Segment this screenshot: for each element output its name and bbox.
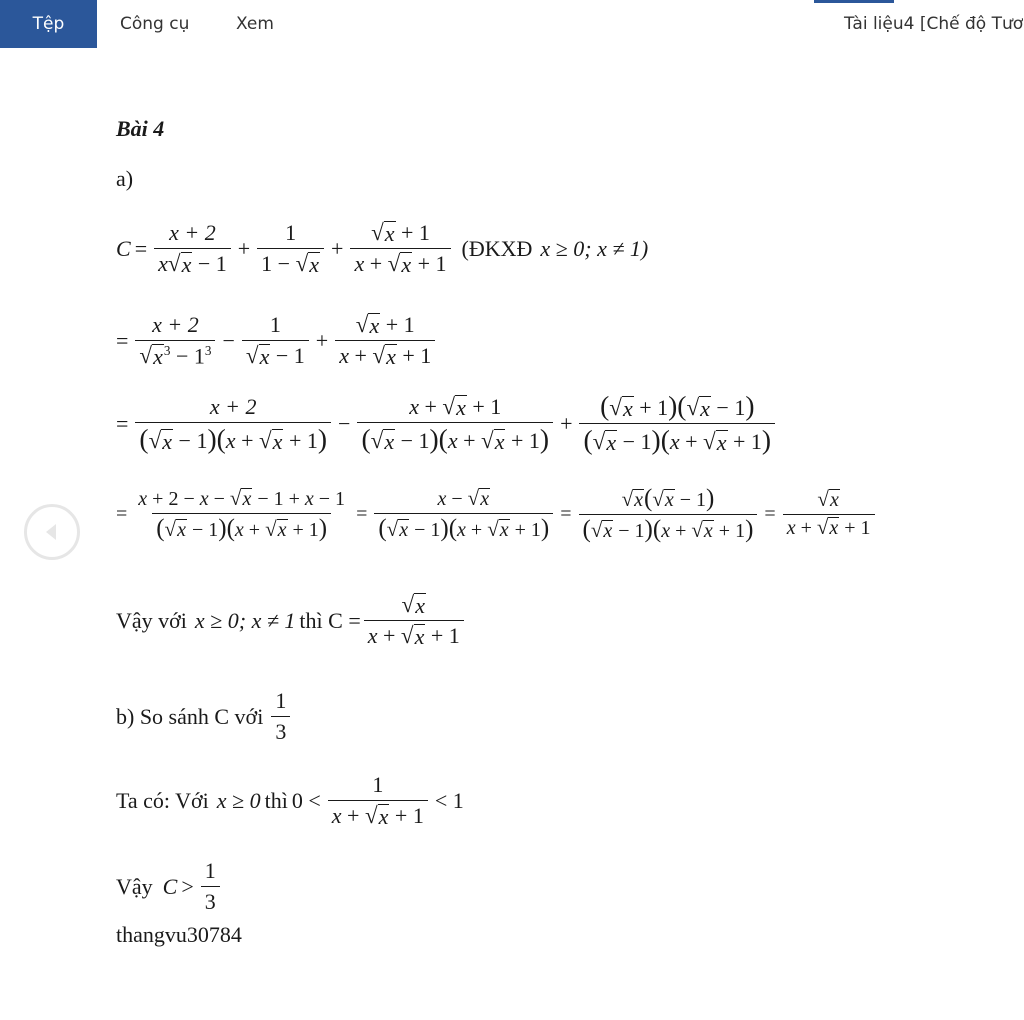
part-b-label: b) So sánh C với	[116, 703, 264, 729]
ta-co-label: Ta có: Với	[116, 787, 209, 813]
menu-bar	[0, 0, 1024, 48]
ta-co-line: Ta có: Với x ≥ 0 thì 0 < 1 x + √ x + 1 < 1	[116, 772, 464, 829]
condition-label: (ĐKXĐ	[461, 235, 533, 261]
then-word-2: thì	[264, 787, 288, 813]
conclusion-prefix: Vậy với	[116, 607, 187, 633]
file-tab[interactable]: Tệp	[0, 0, 97, 48]
document-title: Tài liệu4 [Chế độ Tươ	[844, 14, 1024, 34]
author-name: thangvu30784	[116, 922, 242, 947]
equation-line-4: = x + 2 − x − √ x − 1 + x − 1 ( √ x − 1)(x + √ x + 1) = x − √ x ( √ x − 1)(x + √ x + 1) = √ x ( √ x − 1) ( √ x − 1)(x + √ x + 1) = √ x x + √ x + 1	[116, 486, 878, 543]
part-a-label: a)	[116, 166, 134, 191]
tools-tab[interactable]: Công cụ	[120, 14, 190, 34]
conclusion-a: Vậy với x ≥ 0; x ≠ 1 thì C = √ x x + √ x + 1	[116, 592, 467, 649]
result-prefix: Vậy	[116, 873, 153, 899]
equation-line-1: C = x + 2 x √ x − 1 + 1 1 − √ x + √ x + 1 x + √ x + 1 (ĐKXĐ x ≥ 0; x ≠ 1)	[116, 219, 649, 277]
chevron-left-circle-icon	[41, 521, 63, 543]
then-word: thì C =	[299, 607, 361, 633]
title-accent-bar	[814, 0, 894, 3]
view-tab[interactable]: Xem	[236, 14, 274, 34]
previous-page-button[interactable]	[24, 504, 80, 560]
exercise-heading: Bài 4	[116, 116, 165, 141]
equation-line-2: = x + 2 √ x $^3 - 1^3$ − 1 √ x − 1 + √ x + 1 x + √ x + 1	[116, 312, 438, 369]
part-b-line: b) So sánh C với $\frac{1}{3}$	[116, 688, 293, 745]
result-line: Vậy C > $\frac{1}{3}$	[116, 858, 223, 915]
equation-line-3: = x + 2 ( √ x − 1)(x + √ x + 1) − x + √ x + 1 ( √ x − 1)(x + √ x + 1) + ( √ x + 1)( √ x − 1) ( √ x − 1)(x + √ x + 1)	[116, 392, 778, 455]
